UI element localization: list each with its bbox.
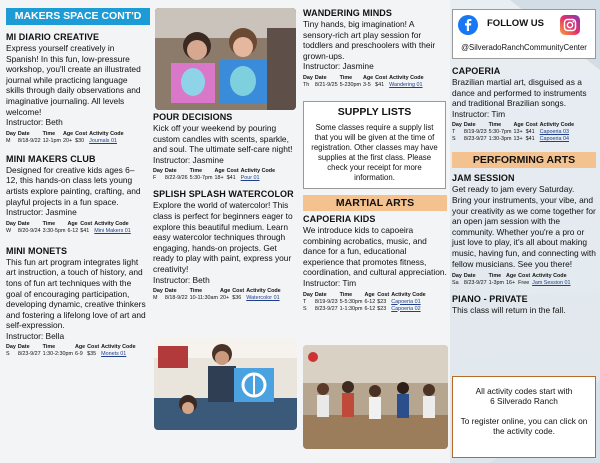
cell-cost: $41 [375,81,385,88]
th-day: Day [6,220,16,227]
schedule-table [452,273,572,287]
section-desc: This fun art program integrates light art instruction, a touch of history, and tons of fun art techniques with the goal of encouraging participation, developing dynamic, creative thinkers and fostering a lifelong love of art and self-expression. [6,256,146,331]
cell-day: T [303,298,307,305]
section-capoeria [452,66,596,143]
th-cost: Cost [226,168,239,175]
th-cost: Cost [518,273,531,280]
th-age: Age [362,74,374,81]
registration-info-box [452,376,596,458]
cell-age: 6-12 [67,227,79,234]
th-time: Time [42,130,56,137]
th-code: Activity Code [539,122,575,129]
cell-time: 1:30-3pm [488,136,512,143]
table-row [452,136,576,143]
table-row [6,228,133,235]
instructor: Instructor: Jasmine [303,61,374,72]
cell-age: 20+ [220,295,230,302]
table-row [452,129,576,136]
photo-capoeira-class [303,345,448,449]
cell-day: M [153,295,158,302]
cell-date: 8/18-9/22 [17,137,41,144]
cell-date: 8/22-9/26 [164,175,188,182]
section-desc: Brazilian martial art, disguised as a dance and performed to instruments and traditional Brazilian songs. [452,77,587,109]
table-row [452,280,572,287]
cell-date: 8/19-9/23 [463,129,487,136]
cell-time: 5:30-7pm [488,129,512,136]
supply-lists-box [303,101,446,189]
section-title: MINI MONETS [6,245,68,256]
table-row [6,351,138,358]
cell-cost: $41 [525,129,535,136]
info-line-3: To register online, you can click on the activity code. [460,415,588,437]
th-time: Time [189,288,203,295]
th-cost: Cost [75,130,88,137]
cell-time: 10-11:30am [189,295,219,302]
cell-day: Sa [452,280,459,287]
th-code: Activity Code [391,291,426,298]
cell-cost: $41 [226,175,236,182]
cell-day: S [303,305,307,312]
schedule-table [452,122,576,143]
section-mini-makers [6,154,146,235]
cell-date: 8/19-9/23 [314,298,338,305]
th-code: Activity Code [94,220,129,227]
th-date: Date [314,291,327,298]
cell-time: 5-5:30pm [339,298,363,305]
activity-code-link[interactable]: Capoeria 01 [391,298,421,305]
section-title: POUR DECISIONS [153,112,233,122]
th-cost: Cost [375,74,388,81]
section-desc: This class will return in the fall. [452,305,566,316]
section-title: PIANO - PRIVATE [452,294,528,305]
activity-code-link[interactable]: Monets 01 [101,351,127,358]
cell-time: 1-3pm [488,280,504,287]
table-row [153,295,283,302]
th-day: Day [303,74,313,81]
th-cost: Cost [525,122,538,129]
th-age: Age [364,291,375,298]
cell-day: F [153,175,157,182]
instructor: Instructor: Beth [153,274,210,285]
th-day: Day [6,344,16,351]
table-row [6,138,126,145]
section-mi-diario [6,32,146,145]
section-capoeira-kids [303,214,447,313]
cell-age: 18+ [214,175,224,182]
schedule-table [6,344,138,358]
cell-age: 20+ [62,137,73,144]
section-pour-decisions [153,112,297,182]
th-age: Age [220,288,231,295]
th-time: Time [488,122,502,129]
cell-day: M [6,137,11,144]
schedule-table [153,288,283,302]
activity-code-link[interactable]: Watercolor 01 [246,295,280,302]
cell-cost: $35 [87,351,97,358]
cell-age: 6-12 [364,298,376,305]
activity-code-link[interactable]: Pour 01 [240,175,260,182]
instructor: Instructor: Bella [6,330,65,341]
table-row [303,299,428,306]
section-title: CAPOERIA [452,66,501,76]
section-piano [452,294,596,316]
th-time: Time [339,74,353,81]
social-handle[interactable]: @SilveradoRanchCommunityCenter [461,43,587,52]
table-row [153,175,277,182]
photo-watercolor-class [154,338,297,430]
table-row [303,306,428,313]
th-date: Date [463,122,476,129]
th-cost: Cost [87,344,100,351]
cell-date: 8/21-9/25 [314,81,338,88]
schedule-table [6,131,126,145]
cell-age: 16+ [505,280,516,287]
section-desc: Tiny hands, big imagination! A sensory-rich art play session for toddlers and preschoolers with their grown-ups. [303,19,436,61]
cell-date: 8/20-9/24 [17,227,41,234]
cell-time: 5:30-7pm [189,175,213,182]
activity-code-link[interactable]: Capoeria 02 [391,305,421,312]
cell-cost: $41 [525,136,535,143]
cell-time: 5-230pm [339,81,361,88]
th-date: Date [17,344,30,351]
cell-cost: $23 [377,305,387,312]
section-wandering-minds [303,8,447,89]
supply-title: SUPPLY LISTS [337,105,412,118]
cell-day: Th [303,81,310,88]
instructor: Instructor: Tim [303,277,357,288]
cell-time: 1-1:30pm [339,305,363,312]
cell-age: 13+ [513,129,523,136]
th-day: Day [452,122,462,129]
th-day: Day [153,288,163,295]
th-age: Age [513,122,524,129]
th-age: Age [74,344,86,351]
section-desc: Explore the world of watercolor! This class is perfect for beginners eager to explore this beautiful medium. Learn easy watercolor techniques through engaging, hands-on projects. Get ready to play with paint, express your creativity! [153,200,293,274]
th-date: Date [164,288,177,295]
cell-day: S [452,136,456,143]
section-mini-monets [6,246,146,359]
th-date: Date [314,74,327,81]
section-splish-splash [153,189,297,302]
instructor: Instructor: Jasmine [6,207,77,218]
schedule-table [6,221,133,235]
th-code: Activity Code [101,344,136,351]
section-desc: Get ready to jam every Saturday. Bring your instruments, your vibe, and your creativity as we come together for an open jam session with the community. Whether you're a pro or just love to play, it's all about making music, having fun, and connecting with fellow musicians. See you there! [452,184,596,269]
cell-time: 1:30-2:30pm [42,351,73,358]
th-day: Day [303,291,313,298]
th-time: Time [42,344,56,351]
section-desc: Express yourself creatively in Spanish! In this fun, low-pressure workshop, you'll create an illustrated journal while practicing language skills through daily observations and imaginative journaling. All levels welcome! [6,43,141,117]
makers-space-banner: MAKERS SPACE CONT'D [6,8,150,25]
section-desc: Designed for creative kids ages 6–12, this hands-on class lets young artists explore painting, crafting, and playful projects in a fun space. [6,164,141,207]
activity-code-link[interactable]: Capoeria 03 [539,129,569,136]
activity-code-link[interactable]: Jam Session 01 [532,280,571,287]
cell-age: 6-12 [364,305,376,312]
cell-day: S [6,351,10,358]
section-title: SPLISH SPLASH WATERCOLOR [153,189,294,200]
cell-cost: $41 [80,227,90,234]
cell-time: 12-1pm [42,137,61,144]
th-age: Age [214,168,225,175]
column-1 [0,0,150,463]
instructor: Instructor: Beth [6,117,63,128]
th-day: Day [6,130,16,137]
th-time: Time [189,168,203,175]
martial-arts-banner: MARTIAL ARTS [303,195,447,211]
th-code: Activity Code [240,168,276,175]
section-title: MINI MAKERS CLUB [6,153,96,164]
info-line-2: 6 Silverado Ranch [490,396,558,407]
cell-cost: $30 [75,137,85,144]
cell-date: 8/23-9/27 [17,351,41,358]
schedule-table [303,292,428,313]
cell-date: 8/18-9/22 [164,295,188,302]
th-date: Date [164,168,177,175]
th-day: Day [153,168,163,175]
th-date: Date [17,130,30,137]
schedule-table [303,75,426,89]
section-desc: We introduce kids to capoeira combining acrobatics, music, and dance for a fun, educational experience that promotes fitness, coordination, and cultural appreciation. [303,224,447,278]
schedule-table [153,168,277,182]
cell-day: T [452,129,456,136]
th-time: Time [488,273,502,280]
instructor: Instructor: Jasmine [153,154,224,165]
instructor: Instructor: Tim [452,108,506,119]
th-age: Age [505,273,517,280]
cell-age: 6-9 [74,351,83,358]
th-time: Time [339,291,353,298]
section-title: CAPOERIA KIDS [303,213,376,224]
th-date: Date [17,220,30,227]
th-day: Day [452,273,462,280]
follow-us-title: FOLLOW US [487,18,544,29]
cell-date: 8/23-9/27 [463,280,487,287]
performing-arts-banner: PERFORMING ARTS [452,152,596,168]
section-desc: Kick off your weekend by pouring custom candles with scents, sparkle, and soul. The ultimate self-care night! [153,123,293,155]
info-line-1: All activity codes start with [475,386,573,396]
th-cost: Cost [232,288,245,295]
th-date: Date [463,273,476,280]
cell-date: 8/23-9/27 [314,305,338,312]
cell-time: 3:30-5pm [42,227,66,234]
cell-cost: Free [518,280,530,287]
cell-cost: $36 [232,295,242,302]
activity-code-link[interactable]: Capoeria 04 [539,136,569,143]
th-code: Activity Code [532,273,567,280]
table-row [303,82,426,89]
activity-code-link[interactable]: Journals 01 [89,137,117,144]
th-code: Activity Code [389,74,424,81]
th-time: Time [42,220,56,227]
section-jam-session [452,173,596,287]
th-age: Age [62,130,74,137]
th-cost: Cost [80,220,93,227]
section-title: MI DIARIO CREATIVE [6,32,100,42]
cell-date: 8/23-9/27 [463,136,487,143]
activity-code-link[interactable]: Mini Makers 01 [94,227,131,234]
th-age: Age [67,220,78,227]
supply-text: Some classes require a supply list that you will be given at the time of registration. Other classes may have supplies at the first class. Please check your receipt for more information. [311,122,438,182]
th-code: Activity Code [89,130,124,137]
cell-cost: $23 [377,298,387,305]
section-title: WANDERING MINDS [303,8,392,18]
cell-age: 3-5 [362,81,371,88]
cell-age: 13+ [513,136,523,143]
cell-day: W [6,227,12,234]
th-cost: Cost [377,291,390,298]
activity-code-link[interactable]: Wandering 01 [389,81,423,88]
th-code: Activity Code [246,288,281,295]
section-title: JAM SESSION [452,173,515,184]
